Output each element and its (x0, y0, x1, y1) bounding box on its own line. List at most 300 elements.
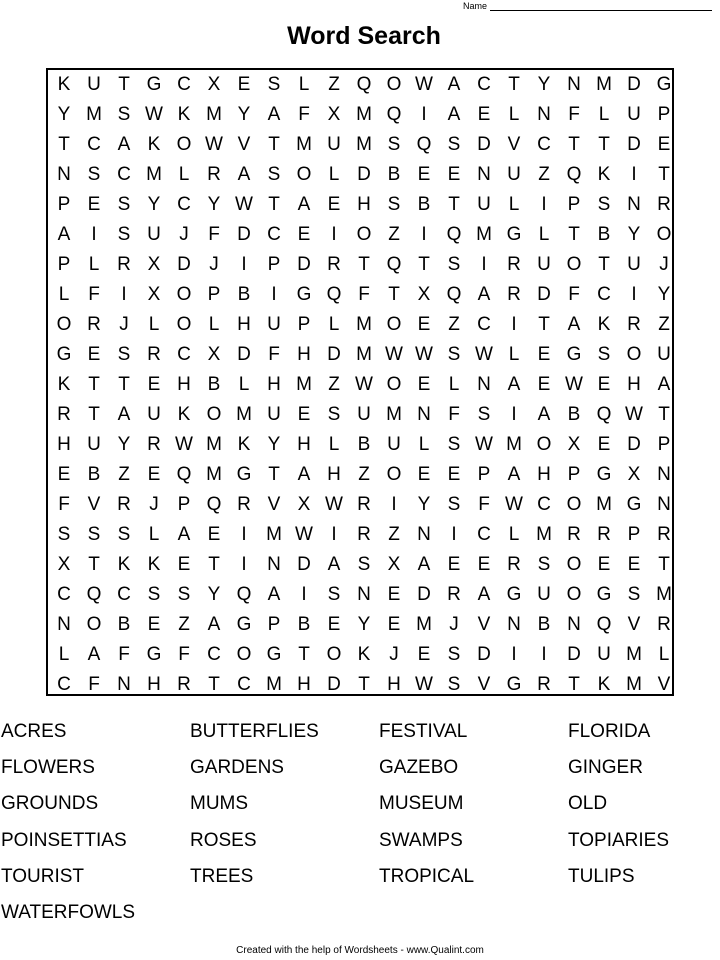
grid-letter: O (86, 614, 102, 635)
grid-letter: Z (388, 524, 400, 545)
grid-letter: B (87, 464, 101, 485)
grid-letter: M (266, 524, 282, 545)
grid-letter: J (389, 644, 399, 665)
grid-letter: L (538, 224, 550, 245)
grid-letter: S (447, 434, 461, 455)
grid-letter: D (567, 644, 581, 665)
grid-letter: O (176, 314, 192, 335)
grid-letter: Z (328, 74, 340, 95)
grid-letter: E (417, 314, 431, 335)
grid-letter: U (597, 644, 611, 665)
grid-row (48, 490, 672, 520)
grid-letter: G (236, 614, 252, 635)
grid-letter: E (327, 194, 341, 215)
grid-letter: A (297, 464, 311, 485)
grid-letter: V (477, 674, 491, 695)
grid-letter: E (57, 464, 71, 485)
grid-letter: U (477, 194, 491, 215)
grid-letter: Z (118, 464, 130, 485)
grid-letter: S (597, 344, 611, 365)
grid-letter: N (57, 164, 71, 185)
grid-letter: E (417, 374, 431, 395)
grid-letter: V (657, 674, 671, 695)
grid-letter: W (625, 404, 643, 425)
grid-letter: F (358, 284, 370, 305)
grid-letter: E (597, 374, 611, 395)
grid-row (48, 400, 672, 430)
grid-letter: G (596, 464, 612, 485)
grid-letter: M (596, 74, 612, 95)
grid-letter: I (421, 224, 427, 245)
grid-letter: T (268, 464, 280, 485)
grid-letter: S (117, 194, 131, 215)
grid-letter: A (87, 644, 101, 665)
grid-letter: A (477, 284, 491, 305)
grid-letter: M (86, 104, 102, 125)
grid-letter: E (597, 554, 611, 575)
grid-letter: S (357, 554, 371, 575)
grid-letter: F (268, 344, 280, 365)
grid-letter: L (148, 524, 160, 545)
grid-letter: X (147, 254, 161, 275)
grid-letter: R (447, 584, 461, 605)
grid-letter: E (297, 224, 311, 245)
grid-row (48, 190, 672, 220)
grid-letter: Q (176, 464, 192, 485)
word-list-item: GROUNDS (1, 793, 99, 815)
grid-letter: I (331, 224, 337, 245)
word-list-item: FESTIVAL (379, 721, 468, 742)
grid-letter: C (207, 644, 221, 665)
grid-letter: Y (207, 584, 221, 605)
grid-letter: T (88, 554, 100, 575)
grid-letter: D (627, 134, 641, 155)
grid-letter: P (57, 194, 71, 215)
grid-letter: O (176, 134, 192, 155)
grid-letter: Q (206, 494, 222, 515)
grid-letter: L (598, 104, 610, 125)
grid-letter: B (417, 194, 431, 215)
grid-letter: I (511, 404, 517, 425)
grid-letter: U (267, 314, 281, 335)
grid-letter: A (657, 374, 671, 395)
grid-row (48, 310, 672, 340)
grid-letter: S (447, 134, 461, 155)
grid-letter: B (567, 404, 581, 425)
grid-letter: F (448, 404, 460, 425)
grid-letter: Z (358, 464, 370, 485)
grid-letter: T (658, 404, 670, 425)
grid-letter: Z (448, 314, 460, 335)
grid-letter: O (356, 224, 372, 245)
grid-letter: X (297, 494, 311, 515)
grid-letter: M (356, 134, 372, 155)
grid-letter: L (328, 164, 340, 185)
grid-letter: M (296, 134, 312, 155)
grid-letter: L (148, 314, 160, 335)
grid-letter: T (298, 644, 310, 665)
grid-letter: N (417, 524, 431, 545)
grid-letter: Q (596, 404, 612, 425)
grid-letter: K (57, 374, 71, 395)
grid-letter: S (177, 584, 191, 605)
grid-letter: L (508, 524, 520, 545)
grid-letter: G (236, 464, 252, 485)
grid-letter: B (537, 614, 551, 635)
grid-letter: T (658, 554, 670, 575)
grid-row (48, 130, 672, 160)
grid-letter: K (237, 434, 251, 455)
grid-letter: W (475, 434, 493, 455)
grid-letter: L (328, 314, 340, 335)
word-list-item: ROSES (190, 829, 257, 851)
grid-letter: X (147, 284, 161, 305)
grid-letter: L (58, 284, 70, 305)
grid-letter: K (147, 134, 161, 155)
grid-letter: E (537, 374, 551, 395)
grid-letter: M (416, 614, 432, 635)
grid-letter: N (627, 194, 641, 215)
grid-letter: H (57, 434, 71, 455)
grid-letter: O (56, 314, 72, 335)
grid-letter: I (631, 284, 637, 305)
grid-letter: E (597, 434, 611, 455)
grid-letter: E (477, 554, 491, 575)
grid-letter: M (626, 674, 642, 695)
word-list-item: TOPIARIES (568, 829, 670, 851)
grid-letter: A (117, 134, 131, 155)
grid-letter: W (235, 194, 253, 215)
word-list-item: SWAMPS (379, 829, 463, 851)
grid-letter: U (147, 224, 161, 245)
grid-row (48, 580, 672, 610)
grid-letter: G (146, 644, 162, 665)
grid-letter: T (568, 224, 580, 245)
grid-letter: R (147, 344, 161, 365)
grid-letter: F (568, 284, 580, 305)
grid-letter: D (627, 74, 641, 95)
grid-letter: E (447, 464, 461, 485)
grid-letter: P (297, 314, 311, 335)
grid-letter: R (327, 254, 341, 275)
grid-letter: L (328, 434, 340, 455)
grid-letter: A (177, 524, 191, 545)
grid-letter: E (177, 554, 191, 575)
grid-letter: P (627, 524, 641, 545)
grid-letter: P (567, 464, 581, 485)
grid-letter: L (448, 374, 460, 395)
grid-letter: R (657, 194, 671, 215)
grid-letter: Y (267, 434, 281, 455)
grid-letter: T (568, 674, 580, 695)
grid-letter: A (537, 404, 551, 425)
grid-letter: L (508, 104, 520, 125)
grid-letter: A (207, 614, 221, 635)
grid-letter: K (177, 104, 191, 125)
grid-letter: Z (178, 614, 190, 635)
grid-letter: O (536, 434, 552, 455)
grid-letter: Y (117, 434, 131, 455)
grid-letter: B (297, 614, 311, 635)
grid-letter: U (147, 404, 161, 425)
grid-letter: Z (658, 314, 670, 335)
grid-letter: D (327, 674, 341, 695)
grid-letter: I (391, 494, 397, 515)
grid-letter: R (357, 494, 371, 515)
grid-letter: R (597, 524, 611, 545)
grid-letter: E (657, 134, 671, 155)
name-field[interactable] (463, 1, 712, 11)
footer-credit: Created with the help of Wordsheets - www.Qualint.com (236, 945, 484, 956)
grid-letter: W (325, 494, 343, 515)
grid-letter: J (209, 254, 219, 275)
grid-letter: N (567, 614, 581, 635)
grid-row (48, 220, 672, 250)
grid-letter: P (267, 614, 281, 635)
word-list-item: POINSETTIAS (1, 829, 127, 851)
grid-letter: D (477, 134, 491, 155)
grid-letter: W (175, 434, 193, 455)
grid-letter: O (236, 644, 252, 665)
grid-letter: I (511, 644, 517, 665)
grid-letter: D (297, 254, 311, 275)
grid-letter: S (447, 644, 461, 665)
grid-letter: S (87, 524, 101, 545)
grid-letter: E (147, 374, 161, 395)
grid-letter: A (327, 554, 341, 575)
grid-letter: A (117, 404, 131, 425)
grid-letter: R (537, 674, 551, 695)
grid-letter: W (145, 104, 163, 125)
grid-letter: R (207, 164, 221, 185)
grid-row (48, 370, 672, 400)
grid-letter: M (356, 314, 372, 335)
grid-letter: F (178, 644, 190, 665)
grid-letter: D (327, 344, 341, 365)
grid-letter: L (208, 314, 220, 335)
word-list-item: TULIPS (568, 865, 635, 887)
grid-letter: G (146, 74, 162, 95)
grid-letter: C (57, 584, 71, 605)
grid-letter: N (477, 164, 491, 185)
word-list-item: TOURIST (1, 865, 85, 887)
grid-letter: S (447, 254, 461, 275)
grid-letter: G (626, 494, 642, 515)
grid-letter: K (177, 404, 191, 425)
grid-letter: M (596, 494, 612, 515)
name-line[interactable] (490, 1, 712, 11)
grid-letter: Y (147, 194, 161, 215)
grid-letter: R (627, 314, 641, 335)
grid-letter: V (477, 614, 491, 635)
grid-letter: U (627, 104, 641, 125)
grid-letter: E (327, 614, 341, 635)
grid-letter: S (447, 674, 461, 695)
grid-letter: T (118, 374, 130, 395)
grid-letter: Y (657, 284, 671, 305)
grid-letter: R (177, 674, 191, 695)
grid-letter: U (507, 164, 521, 185)
grid-letter: R (567, 524, 581, 545)
grid-letter: M (386, 404, 402, 425)
grid-letter: L (418, 434, 430, 455)
grid-letter: S (87, 164, 101, 185)
grid-letter: S (147, 584, 161, 605)
grid-letter: T (118, 74, 130, 95)
grid-letter: T (568, 134, 580, 155)
grid-letter: G (506, 674, 522, 695)
grid-letter: S (117, 224, 131, 245)
grid-letter: H (297, 674, 311, 695)
grid-letter: C (267, 224, 281, 245)
grid-letter: S (117, 104, 131, 125)
grid-letter: F (88, 674, 100, 695)
grid-letter: C (537, 494, 551, 515)
grid-letter: L (58, 644, 70, 665)
grid-letter: P (267, 254, 281, 275)
grid-letter: V (237, 134, 251, 155)
grid-letter: P (657, 434, 671, 455)
grid-letter: T (448, 194, 460, 215)
grid-letter: T (658, 164, 670, 185)
grid-letter: N (567, 74, 581, 95)
grid-letter: M (506, 434, 522, 455)
grid-letter: R (57, 404, 71, 425)
grid-letter: U (357, 404, 371, 425)
grid-letter: W (355, 374, 373, 395)
grid-letter: H (237, 314, 251, 335)
grid-letter: Q (356, 74, 372, 95)
grid-letter: X (57, 554, 71, 575)
grid-letter: T (388, 284, 400, 305)
grid-letter: W (415, 674, 433, 695)
grid-letter: U (387, 434, 401, 455)
grid-letter: R (117, 254, 131, 275)
grid-letter: N (57, 614, 71, 635)
grid-letter: G (566, 344, 582, 365)
grid-letter: G (656, 74, 672, 95)
grid-letter: Q (446, 284, 462, 305)
grid-letter: E (447, 554, 461, 575)
grid-letter: O (206, 404, 222, 425)
grid-letter: M (206, 104, 222, 125)
grid-letter: L (298, 74, 310, 95)
grid-letter: G (596, 584, 612, 605)
grid-letter: O (386, 464, 402, 485)
grid-letter: I (631, 164, 637, 185)
grid-letter: I (241, 524, 247, 545)
word-list-item: MUSEUM (379, 793, 464, 815)
grid-letter: J (179, 224, 189, 245)
grid-letter: T (208, 674, 220, 695)
grid-letter: S (627, 584, 641, 605)
grid-letter: W (385, 344, 403, 365)
grid-letter: B (597, 224, 611, 245)
grid-letter: S (387, 194, 401, 215)
grid-letter: A (267, 584, 281, 605)
grid-row (48, 430, 672, 460)
grid-letter: H (537, 464, 551, 485)
grid-letter: O (296, 164, 312, 185)
grid-letter: H (627, 374, 641, 395)
grid-letter: S (327, 584, 341, 605)
grid-letter: I (451, 524, 457, 545)
grid-letter: F (88, 284, 100, 305)
grid-letter: W (505, 494, 523, 515)
grid-letter: X (387, 554, 401, 575)
grid-letter: A (447, 74, 461, 95)
grid-letter: N (117, 674, 131, 695)
grid-letter: C (477, 524, 491, 545)
grid-letter: M (536, 524, 552, 545)
grid-letter: S (267, 74, 281, 95)
grid-letter: U (327, 134, 341, 155)
grid-letter: V (87, 494, 101, 515)
grid-letter: G (266, 644, 282, 665)
grid-letter: O (566, 494, 582, 515)
word-list-item: TREES (190, 865, 254, 887)
grid-row (48, 460, 672, 490)
grid-letter: S (117, 524, 131, 545)
grid-letter: S (447, 344, 461, 365)
grid-letter: D (357, 164, 371, 185)
grid-letter: U (627, 254, 641, 275)
grid-letter: E (417, 464, 431, 485)
grid-letter: Q (236, 584, 252, 605)
grid-letter: O (566, 254, 582, 275)
grid-letter: O (566, 584, 582, 605)
grid-letter: K (147, 554, 161, 575)
grid-letter: F (478, 494, 490, 515)
grid-letter: T (598, 134, 610, 155)
grid-letter: K (117, 554, 131, 575)
grid-letter: M (476, 224, 492, 245)
grid-letter: I (331, 524, 337, 545)
grid-letter: B (357, 434, 371, 455)
grid-letter: B (387, 164, 401, 185)
grid-letter: X (327, 104, 341, 125)
grid-letter: T (358, 674, 370, 695)
grid-letter: H (147, 674, 161, 695)
grid-letter: Y (417, 494, 431, 515)
word-list-item: WATERFOWLS (1, 902, 136, 923)
grid-letter: J (659, 254, 669, 275)
grid-letter: O (386, 314, 402, 335)
grid-letter: I (421, 104, 427, 125)
grid-letter: T (598, 254, 610, 275)
grid-letter: N (537, 104, 551, 125)
grid-letter: I (511, 314, 517, 335)
grid-letter: K (597, 164, 611, 185)
grid-letter: F (208, 224, 220, 245)
grid-letter: D (627, 434, 641, 455)
grid-letter: R (117, 494, 131, 515)
grid-row (48, 280, 672, 310)
word-list-item: BUTTERFLIES (190, 721, 319, 742)
grid-letter: K (57, 74, 71, 95)
grid-letter: C (237, 674, 251, 695)
grid-letter: M (206, 434, 222, 455)
grid-letter: A (417, 554, 431, 575)
grid-letter: Y (57, 104, 71, 125)
grid-letter: R (657, 524, 671, 545)
grid-letter: V (627, 614, 641, 635)
grid-letter: R (87, 314, 101, 335)
grid-letter: C (477, 74, 491, 95)
grid-letter: S (267, 164, 281, 185)
grid-letter: Y (237, 104, 251, 125)
grid-letter: B (117, 614, 131, 635)
